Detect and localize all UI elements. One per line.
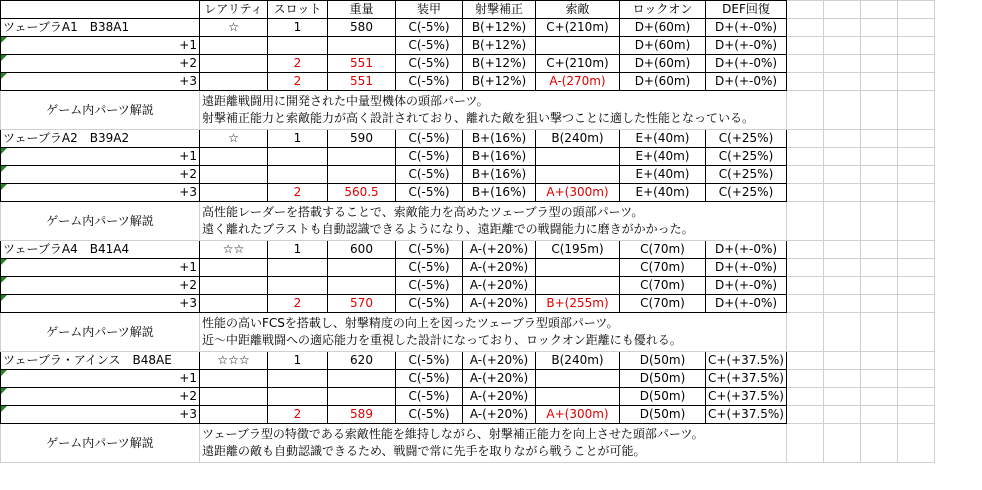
- rarity-cell[interactable]: [200, 55, 268, 73]
- description-text: [200, 202, 787, 241]
- lockon-cell[interactable]: D(50m): [620, 388, 706, 406]
- upgrade-level-cell[interactable]: [1, 184, 200, 202]
- description-row: [1, 202, 935, 241]
- comment-marker-icon: [1, 148, 7, 154]
- lockon-cell[interactable]: D(50m): [620, 352, 706, 370]
- slot-cell[interactable]: 1: [268, 130, 328, 148]
- lockon-cell[interactable]: E+(40m): [620, 166, 706, 184]
- weight-cell[interactable]: [328, 388, 396, 406]
- empty-cell[interactable]: [898, 352, 935, 370]
- part-row: [1, 259, 935, 277]
- empty-cell[interactable]: [787, 202, 824, 241]
- rarity-cell[interactable]: [200, 295, 268, 313]
- search-cell[interactable]: [536, 277, 620, 295]
- empty-cell[interactable]: [898, 388, 935, 406]
- armor-cell[interactable]: C(-5%): [396, 277, 463, 295]
- header-lockon: ロックオン: [620, 1, 706, 19]
- empty-cell[interactable]: [787, 37, 824, 55]
- lockon-cell[interactable]: D+(60m): [620, 55, 706, 73]
- search-cell[interactable]: B+(255m): [536, 295, 620, 313]
- weight-cell[interactable]: 580: [328, 19, 396, 37]
- shoot-cell[interactable]: B(+12%): [463, 55, 536, 73]
- comment-marker-icon: [1, 73, 7, 79]
- armor-cell[interactable]: C(-5%): [396, 37, 463, 55]
- search-cell[interactable]: C+(210m): [536, 55, 620, 73]
- empty-cell: [824, 1, 861, 19]
- empty-cell[interactable]: [861, 295, 898, 313]
- empty-cell[interactable]: [824, 277, 861, 295]
- def-cell[interactable]: D+(+-0%): [706, 277, 787, 295]
- lockon-cell[interactable]: D+(60m): [620, 73, 706, 91]
- empty-cell[interactable]: [824, 352, 861, 370]
- search-cell[interactable]: C+(210m): [536, 19, 620, 37]
- upgrade-level-label: +1: [179, 149, 197, 163]
- empty-cell[interactable]: [787, 166, 824, 184]
- def-cell[interactable]: D+(+-0%): [706, 259, 787, 277]
- def-cell[interactable]: D+(+-0%): [706, 19, 787, 37]
- part-row: [1, 55, 935, 73]
- part-row: [1, 130, 935, 148]
- rarity-cell[interactable]: [200, 166, 268, 184]
- empty-cell[interactable]: [787, 406, 824, 424]
- upgrade-level-label: +3: [179, 296, 197, 310]
- search-cell[interactable]: B(240m): [536, 130, 620, 148]
- empty-cell[interactable]: [898, 424, 935, 463]
- rarity-cell[interactable]: [200, 259, 268, 277]
- upgrade-level-cell[interactable]: [1, 259, 200, 277]
- weight-cell[interactable]: [328, 370, 396, 388]
- empty-cell[interactable]: [861, 241, 898, 259]
- header-shoot: 射撃補正: [463, 1, 536, 19]
- empty-cell[interactable]: [787, 19, 824, 37]
- empty-cell[interactable]: [861, 352, 898, 370]
- upgrade-level-label: +1: [179, 371, 197, 385]
- armor-cell[interactable]: C(-5%): [396, 19, 463, 37]
- empty-cell: [787, 1, 824, 19]
- shoot-cell[interactable]: A-(+20%): [463, 277, 536, 295]
- description-line: 性能の高いFCSを搭載し、射撃精度の向上を図ったツェーブラ型頭部パーツ。: [202, 316, 619, 330]
- header-cell: [1, 1, 200, 19]
- upgrade-level-label: +2: [179, 278, 197, 292]
- upgrade-level-label: +1: [179, 38, 197, 52]
- def-cell[interactable]: C(+25%): [706, 184, 787, 202]
- empty-cell[interactable]: [898, 55, 935, 73]
- slot-cell[interactable]: 2: [268, 295, 328, 313]
- slot-cell[interactable]: [268, 148, 328, 166]
- shoot-cell[interactable]: B(+12%): [463, 37, 536, 55]
- search-cell[interactable]: A-(270m): [536, 73, 620, 91]
- shoot-cell[interactable]: A-(+20%): [463, 295, 536, 313]
- empty-cell[interactable]: [861, 130, 898, 148]
- comment-marker-icon: [1, 277, 7, 283]
- part-name-cell[interactable]: ツェーブラA2 B39A2: [1, 130, 200, 148]
- upgrade-level-label: +3: [179, 185, 197, 199]
- description-label: ゲーム内パーツ解説: [1, 91, 200, 130]
- weight-cell[interactable]: 589: [328, 406, 396, 424]
- empty-cell[interactable]: [861, 370, 898, 388]
- weight-cell[interactable]: 590: [328, 130, 396, 148]
- empty-cell[interactable]: [787, 313, 824, 352]
- header-row: [1, 1, 935, 19]
- description-line: 遠く離れたブラストも自動認識できるようになり、遠距離での戦闘能力に磨きがかかった。: [202, 222, 694, 236]
- header-rarity: レアリティ: [200, 1, 268, 19]
- armor-cell[interactable]: C(-5%): [396, 130, 463, 148]
- lockon-cell[interactable]: C(70m): [620, 277, 706, 295]
- description-row: [1, 91, 935, 130]
- part-name-cell[interactable]: ツェーブラ・アインス B48AE: [1, 352, 200, 370]
- empty-cell[interactable]: [824, 241, 861, 259]
- armor-cell[interactable]: C(-5%): [396, 295, 463, 313]
- part-row: [1, 388, 935, 406]
- def-cell[interactable]: C(+25%): [706, 148, 787, 166]
- search-cell[interactable]: [536, 166, 620, 184]
- comment-marker-icon: [1, 388, 7, 394]
- empty-cell[interactable]: [898, 37, 935, 55]
- lockon-cell[interactable]: E+(40m): [620, 148, 706, 166]
- rarity-cell[interactable]: ☆: [200, 130, 268, 148]
- weight-cell[interactable]: [328, 259, 396, 277]
- empty-cell[interactable]: [824, 91, 861, 130]
- description-line: 高性能レーダーを搭載することで、索敵能力を高めたツェーブラ型の頭部パーツ。: [202, 205, 644, 219]
- def-cell[interactable]: D+(+-0%): [706, 295, 787, 313]
- lockon-cell[interactable]: D(50m): [620, 406, 706, 424]
- upgrade-level-cell[interactable]: [1, 55, 200, 73]
- def-cell[interactable]: C(+25%): [706, 130, 787, 148]
- search-cell[interactable]: A+(300m): [536, 406, 620, 424]
- armor-cell[interactable]: C(-5%): [396, 352, 463, 370]
- empty-cell[interactable]: [898, 91, 935, 130]
- empty-cell[interactable]: [861, 73, 898, 91]
- empty-cell[interactable]: [824, 388, 861, 406]
- shoot-cell[interactable]: B+(16%): [463, 166, 536, 184]
- empty-cell[interactable]: [861, 202, 898, 241]
- lockon-cell[interactable]: D+(60m): [620, 19, 706, 37]
- search-cell[interactable]: A+(300m): [536, 184, 620, 202]
- part-row: [1, 241, 935, 259]
- armor-cell[interactable]: C(-5%): [396, 406, 463, 424]
- empty-cell[interactable]: [824, 259, 861, 277]
- slot-cell[interactable]: 2: [268, 406, 328, 424]
- empty-cell[interactable]: [787, 148, 824, 166]
- shoot-cell[interactable]: B(+12%): [463, 19, 536, 37]
- part-row: [1, 37, 935, 55]
- empty-cell[interactable]: [824, 295, 861, 313]
- part-row: [1, 148, 935, 166]
- def-cell[interactable]: D+(+-0%): [706, 37, 787, 55]
- empty-cell[interactable]: [824, 424, 861, 463]
- shoot-cell[interactable]: B(+12%): [463, 73, 536, 91]
- part-row: [1, 277, 935, 295]
- slot-cell[interactable]: [268, 166, 328, 184]
- empty-cell[interactable]: [861, 19, 898, 37]
- empty-cell[interactable]: [824, 184, 861, 202]
- armor-cell[interactable]: C(-5%): [396, 370, 463, 388]
- armor-cell[interactable]: C(-5%): [396, 166, 463, 184]
- empty-cell[interactable]: [787, 352, 824, 370]
- comment-marker-icon: [1, 259, 7, 265]
- empty-cell[interactable]: [898, 295, 935, 313]
- rarity-cell[interactable]: [200, 406, 268, 424]
- rarity-cell[interactable]: [200, 277, 268, 295]
- part-row: [1, 166, 935, 184]
- lockon-cell[interactable]: D+(60m): [620, 37, 706, 55]
- empty-cell: [898, 1, 935, 19]
- armor-cell[interactable]: C(-5%): [396, 73, 463, 91]
- search-cell[interactable]: [536, 370, 620, 388]
- lockon-cell[interactable]: C(70m): [620, 295, 706, 313]
- lockon-cell[interactable]: C(70m): [620, 241, 706, 259]
- empty-cell[interactable]: [898, 148, 935, 166]
- comment-marker-icon: [1, 37, 7, 43]
- empty-cell[interactable]: [861, 277, 898, 295]
- description-label: ゲーム内パーツ解説: [1, 202, 200, 241]
- rarity-cell[interactable]: ☆: [200, 19, 268, 37]
- search-cell[interactable]: C(195m): [536, 241, 620, 259]
- upgrade-level-cell[interactable]: [1, 37, 200, 55]
- search-cell[interactable]: [536, 388, 620, 406]
- weight-cell[interactable]: [328, 166, 396, 184]
- empty-cell[interactable]: [824, 73, 861, 91]
- empty-cell[interactable]: [898, 73, 935, 91]
- slot-cell[interactable]: 1: [268, 19, 328, 37]
- rarity-cell[interactable]: ☆☆☆: [200, 352, 268, 370]
- empty-cell[interactable]: [861, 148, 898, 166]
- def-cell[interactable]: D+(+-0%): [706, 55, 787, 73]
- search-cell[interactable]: [536, 37, 620, 55]
- armor-cell[interactable]: C(-5%): [396, 388, 463, 406]
- empty-cell[interactable]: [787, 184, 824, 202]
- def-cell[interactable]: C+(+37.5%): [706, 406, 787, 424]
- empty-cell[interactable]: [861, 313, 898, 352]
- slot-cell[interactable]: 2: [268, 55, 328, 73]
- lockon-cell[interactable]: D(50m): [620, 370, 706, 388]
- lockon-cell[interactable]: C(70m): [620, 259, 706, 277]
- description-label: ゲーム内パーツ解説: [1, 424, 200, 463]
- upgrade-level-cell[interactable]: [1, 406, 200, 424]
- part-name-cell[interactable]: ツェーブラA1 B38A1: [1, 19, 200, 37]
- empty-cell[interactable]: [787, 241, 824, 259]
- def-cell[interactable]: C+(+37.5%): [706, 370, 787, 388]
- upgrade-level-label: +1: [179, 260, 197, 274]
- description-text: [200, 313, 787, 352]
- empty-cell[interactable]: [824, 313, 861, 352]
- description-line: 遠距離戦闘用に開発された中量型機体の頭部パーツ。: [202, 94, 489, 108]
- empty-cell[interactable]: [787, 55, 824, 73]
- empty-cell[interactable]: [824, 148, 861, 166]
- weight-cell[interactable]: 570: [328, 295, 396, 313]
- header-weight: 重量: [328, 1, 396, 19]
- empty-cell[interactable]: [824, 166, 861, 184]
- search-cell[interactable]: [536, 259, 620, 277]
- upgrade-level-cell[interactable]: [1, 295, 200, 313]
- empty-cell[interactable]: [824, 130, 861, 148]
- upgrade-level-label: +2: [179, 167, 197, 181]
- def-cell[interactable]: C(+25%): [706, 166, 787, 184]
- armor-cell[interactable]: C(-5%): [396, 55, 463, 73]
- part-name-cell[interactable]: ツェーブラA4 B41A4: [1, 241, 200, 259]
- upgrade-level-cell[interactable]: [1, 166, 200, 184]
- comment-marker-icon: [1, 370, 7, 376]
- empty-cell[interactable]: [787, 370, 824, 388]
- comment-marker-icon: [1, 184, 7, 190]
- lockon-cell[interactable]: E+(40m): [620, 130, 706, 148]
- empty-cell: [861, 1, 898, 19]
- description-line: 射撃補正能力と索敵能力が高く設計されており、離れた敵を狙い撃つことに適した性能となっている。: [202, 111, 755, 125]
- description-line: ツェーブラ型の特徴である索敵性能を維持しながら、射撃補正能力を向上させた頭部パーツ。: [202, 427, 704, 441]
- upgrade-level-label: +2: [179, 56, 197, 70]
- def-cell[interactable]: D+(+-0%): [706, 73, 787, 91]
- header-slot: スロット: [268, 1, 328, 19]
- empty-cell[interactable]: [898, 241, 935, 259]
- empty-cell[interactable]: [898, 184, 935, 202]
- empty-cell[interactable]: [787, 295, 824, 313]
- part-row: [1, 406, 935, 424]
- upgrade-level-label: +2: [179, 389, 197, 403]
- upgrade-level-cell[interactable]: [1, 388, 200, 406]
- upgrade-level-cell[interactable]: [1, 277, 200, 295]
- empty-cell[interactable]: [824, 19, 861, 37]
- header-search: 索敵: [536, 1, 620, 19]
- weight-cell[interactable]: 560.5: [328, 184, 396, 202]
- lockon-cell[interactable]: E+(40m): [620, 184, 706, 202]
- header-armor: 装甲: [396, 1, 463, 19]
- empty-cell[interactable]: [787, 73, 824, 91]
- shoot-cell[interactable]: A-(+20%): [463, 241, 536, 259]
- slot-cell[interactable]: 1: [268, 241, 328, 259]
- rarity-cell[interactable]: [200, 370, 268, 388]
- slot-cell[interactable]: [268, 259, 328, 277]
- armor-cell[interactable]: C(-5%): [396, 184, 463, 202]
- empty-cell[interactable]: [824, 370, 861, 388]
- slot-cell[interactable]: [268, 277, 328, 295]
- rarity-cell[interactable]: [200, 73, 268, 91]
- weight-cell[interactable]: 620: [328, 352, 396, 370]
- empty-cell[interactable]: [898, 166, 935, 184]
- empty-cell[interactable]: [898, 202, 935, 241]
- rarity-cell[interactable]: ☆☆: [200, 241, 268, 259]
- weight-cell[interactable]: [328, 277, 396, 295]
- part-row: [1, 295, 935, 313]
- shoot-cell[interactable]: A-(+20%): [463, 259, 536, 277]
- empty-cell[interactable]: [787, 259, 824, 277]
- comment-marker-icon: [1, 166, 7, 172]
- empty-cell[interactable]: [824, 55, 861, 73]
- part-row: [1, 73, 935, 91]
- empty-cell[interactable]: [861, 55, 898, 73]
- shoot-cell[interactable]: B+(16%): [463, 130, 536, 148]
- empty-cell[interactable]: [824, 406, 861, 424]
- comment-marker-icon: [1, 295, 7, 301]
- upgrade-level-cell[interactable]: [1, 148, 200, 166]
- empty-cell[interactable]: [787, 130, 824, 148]
- armor-cell[interactable]: C(-5%): [396, 259, 463, 277]
- empty-cell[interactable]: [898, 277, 935, 295]
- weight-cell[interactable]: [328, 37, 396, 55]
- part-row: [1, 19, 935, 37]
- search-cell[interactable]: B(240m): [536, 352, 620, 370]
- empty-cell[interactable]: [861, 388, 898, 406]
- empty-cell[interactable]: [861, 91, 898, 130]
- part-row: [1, 352, 935, 370]
- empty-cell[interactable]: [787, 388, 824, 406]
- description-text: [200, 424, 787, 463]
- weight-cell[interactable]: 600: [328, 241, 396, 259]
- empty-cell[interactable]: [898, 406, 935, 424]
- rarity-cell[interactable]: [200, 184, 268, 202]
- slot-cell[interactable]: [268, 370, 328, 388]
- upgrade-level-label: +3: [179, 74, 197, 88]
- header-def: DEF回復: [706, 1, 787, 19]
- upgrade-level-label: +3: [179, 407, 197, 421]
- empty-cell[interactable]: [861, 406, 898, 424]
- empty-cell[interactable]: [861, 259, 898, 277]
- def-cell[interactable]: C+(+37.5%): [706, 388, 787, 406]
- empty-cell[interactable]: [787, 424, 824, 463]
- description-line: 遠距離の敵も自動認識できるため、戦闘で常に先手を取りながら戦うことが可能。: [202, 444, 646, 458]
- description-row: [1, 313, 935, 352]
- empty-cell[interactable]: [898, 19, 935, 37]
- description-line: 近～中距離戦闘への適応能力を重視した設計になっており、ロックオン距離にも優れる。: [202, 333, 682, 347]
- description-label: ゲーム内パーツ解説: [1, 313, 200, 352]
- empty-cell[interactable]: [787, 91, 824, 130]
- part-row: [1, 184, 935, 202]
- upgrade-level-cell[interactable]: [1, 73, 200, 91]
- rarity-cell[interactable]: [200, 388, 268, 406]
- shoot-cell[interactable]: A-(+20%): [463, 406, 536, 424]
- empty-cell[interactable]: [898, 370, 935, 388]
- slot-cell[interactable]: 2: [268, 73, 328, 91]
- empty-cell[interactable]: [861, 166, 898, 184]
- empty-cell[interactable]: [787, 277, 824, 295]
- shoot-cell[interactable]: A-(+20%): [463, 352, 536, 370]
- empty-cell[interactable]: [824, 37, 861, 55]
- empty-cell[interactable]: [898, 259, 935, 277]
- comment-marker-icon: [1, 55, 7, 61]
- armor-cell[interactable]: C(-5%): [396, 148, 463, 166]
- slot-cell[interactable]: [268, 388, 328, 406]
- shoot-cell[interactable]: B+(16%): [463, 148, 536, 166]
- shoot-cell[interactable]: A-(+20%): [463, 388, 536, 406]
- empty-cell[interactable]: [861, 37, 898, 55]
- comment-marker-icon: [1, 406, 7, 412]
- empty-cell[interactable]: [824, 202, 861, 241]
- armor-cell[interactable]: C(-5%): [396, 241, 463, 259]
- part-row: [1, 370, 935, 388]
- slot-cell[interactable]: 2: [268, 184, 328, 202]
- rarity-cell[interactable]: [200, 148, 268, 166]
- rarity-cell[interactable]: [200, 37, 268, 55]
- def-cell[interactable]: D+(+-0%): [706, 241, 787, 259]
- weight-cell[interactable]: [328, 148, 396, 166]
- empty-cell[interactable]: [898, 313, 935, 352]
- shoot-cell[interactable]: B+(16%): [463, 184, 536, 202]
- upgrade-level-cell[interactable]: [1, 370, 200, 388]
- description-row: [1, 424, 935, 463]
- slot-cell[interactable]: 1: [268, 352, 328, 370]
- search-cell[interactable]: [536, 148, 620, 166]
- empty-cell[interactable]: [861, 184, 898, 202]
- def-cell[interactable]: C+(+37.5%): [706, 352, 787, 370]
- empty-cell[interactable]: [861, 424, 898, 463]
- weight-cell[interactable]: 551: [328, 55, 396, 73]
- description-text: [200, 91, 787, 130]
- slot-cell[interactable]: [268, 37, 328, 55]
- weight-cell[interactable]: 551: [328, 73, 396, 91]
- shoot-cell[interactable]: A-(+20%): [463, 370, 536, 388]
- empty-cell[interactable]: [898, 130, 935, 148]
